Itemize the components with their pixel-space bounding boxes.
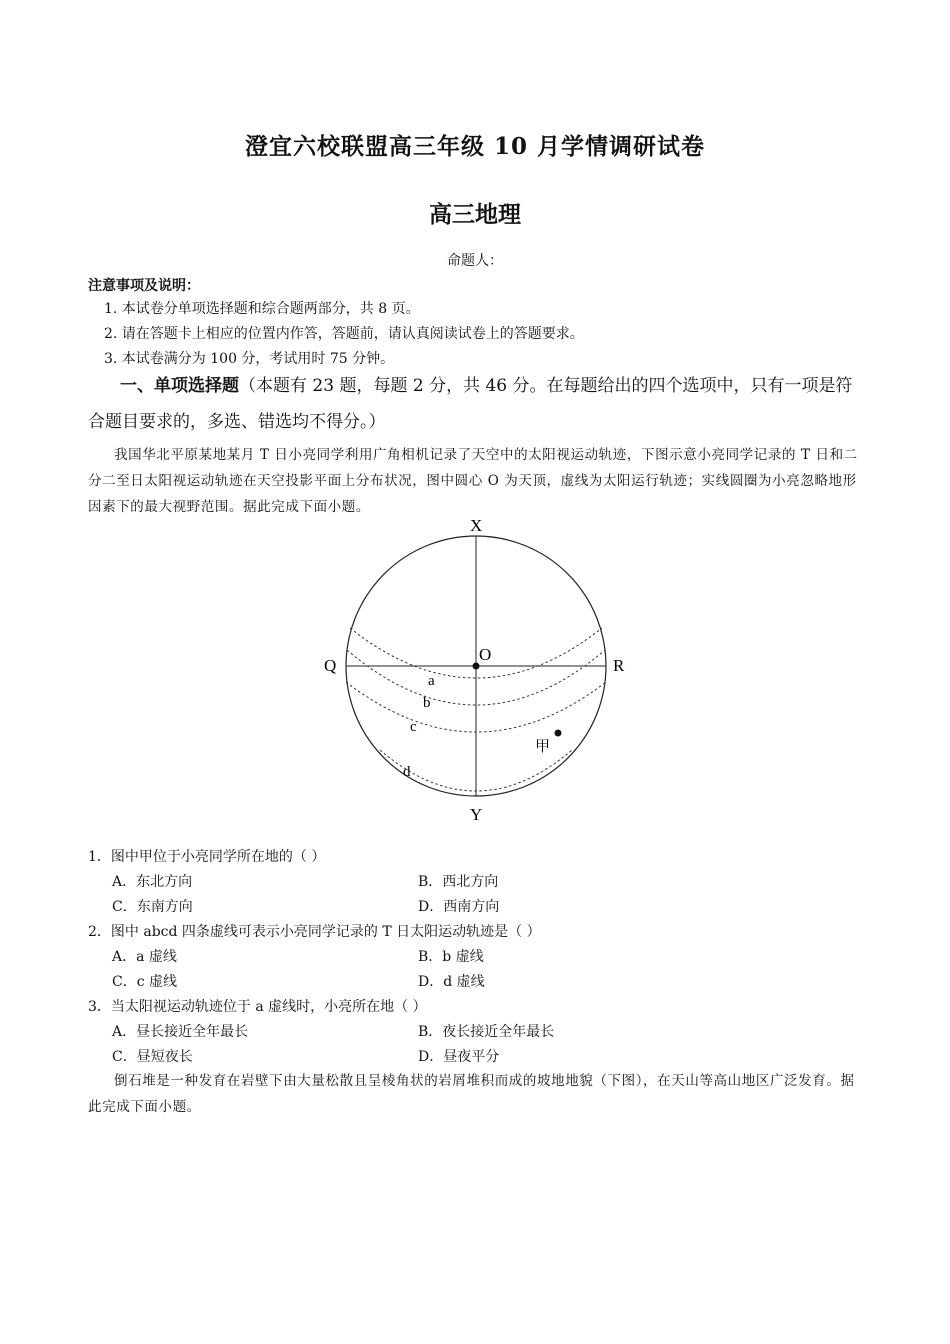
section-title: 一、单项选择题 (120, 376, 239, 396)
question-2-stem: 2．图中 abcd 四条虚线可表示小亮同学记录的 T 日太阳运动轨迹是（ ） (88, 924, 541, 940)
label-d: d (403, 764, 411, 780)
label-c: c (410, 719, 417, 735)
passage-1: 我国华北平原某地某月 T 日小亮同学利用广角相机记录了天空中的太阳视运动轨迹，下图示意小亮同学记录的 T 日和二分二至日太阳视运动轨迹在天空投影平面上分布状况，图中圆心 O 为天顶，虚线为太阳运行轨迹；实线圆圈为小亮忽略地形因素下的最大视野范围。据此完成下面小题。 (88, 447, 858, 515)
label-y: Y (470, 805, 483, 824)
question-2-option-d[interactable]: D．d 虚线 (418, 974, 485, 990)
question-3-option-b[interactable]: B．夜长接近全年最长 (418, 1024, 555, 1040)
label-q: Q (324, 656, 337, 675)
question-3-stem: 3．当太阳视运动轨迹位于 a 虚线时，小亮所在地（ ） (88, 999, 427, 1015)
notice-item: 2. 请在答题卡上相应的位置内作答，答题前，请认真阅读试卷上的答题要求。 (104, 326, 584, 342)
question-1-option-c[interactable]: C．东南方向 (112, 899, 193, 915)
label-a: a (428, 673, 435, 689)
question-1-option-b[interactable]: B．西北方向 (418, 874, 499, 890)
exam-subject: 高三地理 (429, 201, 521, 228)
label-r: R (613, 656, 625, 675)
point-jia (555, 730, 562, 737)
exam-title: 澄宜六校联盟高三年级 10 月学情调研试卷 (244, 133, 706, 160)
question-1-option-d[interactable]: D．西南方向 (418, 899, 500, 915)
question-3-option-c[interactable]: C．昼短夜长 (112, 1049, 193, 1065)
section-description: （本题有 23 题，每题 2 分，共 46 分。在每题给出的四个选项中，只有一项是符合题目要求的，多选、错选均不得分。） (88, 376, 853, 432)
section-heading (88, 368, 868, 440)
exam-author: 命题人： (447, 253, 503, 269)
passage-2: 倒石堆是一种发育在岩壁下由大量松散且呈棱角状的岩屑堆积而成的坡地地貌（下图），在天山等高山地区广泛发育。据此完成下面小题。 (88, 1073, 855, 1115)
notice-item: 3. 本试卷满分为 100 分，考试用时 75 分钟。 (104, 351, 395, 367)
notice-item: 1. 本试卷分单项选择题和综合题两部分，共 8 页。 (104, 301, 420, 317)
label-x: X (470, 516, 483, 535)
question-2-option-b[interactable]: B．b 虚线 (418, 949, 484, 965)
label-b: b (423, 695, 431, 711)
sun-path-diagram (310, 510, 650, 830)
question-1-option-a[interactable]: A．东北方向 (112, 874, 193, 890)
question-1-stem: 1．图中甲位于小亮同学所在地的（ ） (88, 849, 326, 865)
question-2-option-c[interactable]: C．c 虚线 (112, 974, 178, 990)
label-o: O (479, 645, 492, 664)
notice-heading: 注意事项及说明： (88, 278, 200, 294)
question-3-option-a[interactable]: A．昼长接近全年最长 (112, 1024, 249, 1040)
question-2-option-a[interactable]: A．a 虚线 (112, 949, 177, 965)
question-3-option-d[interactable]: D．昼夜平分 (418, 1049, 500, 1065)
label-jia: 甲 (535, 739, 551, 755)
